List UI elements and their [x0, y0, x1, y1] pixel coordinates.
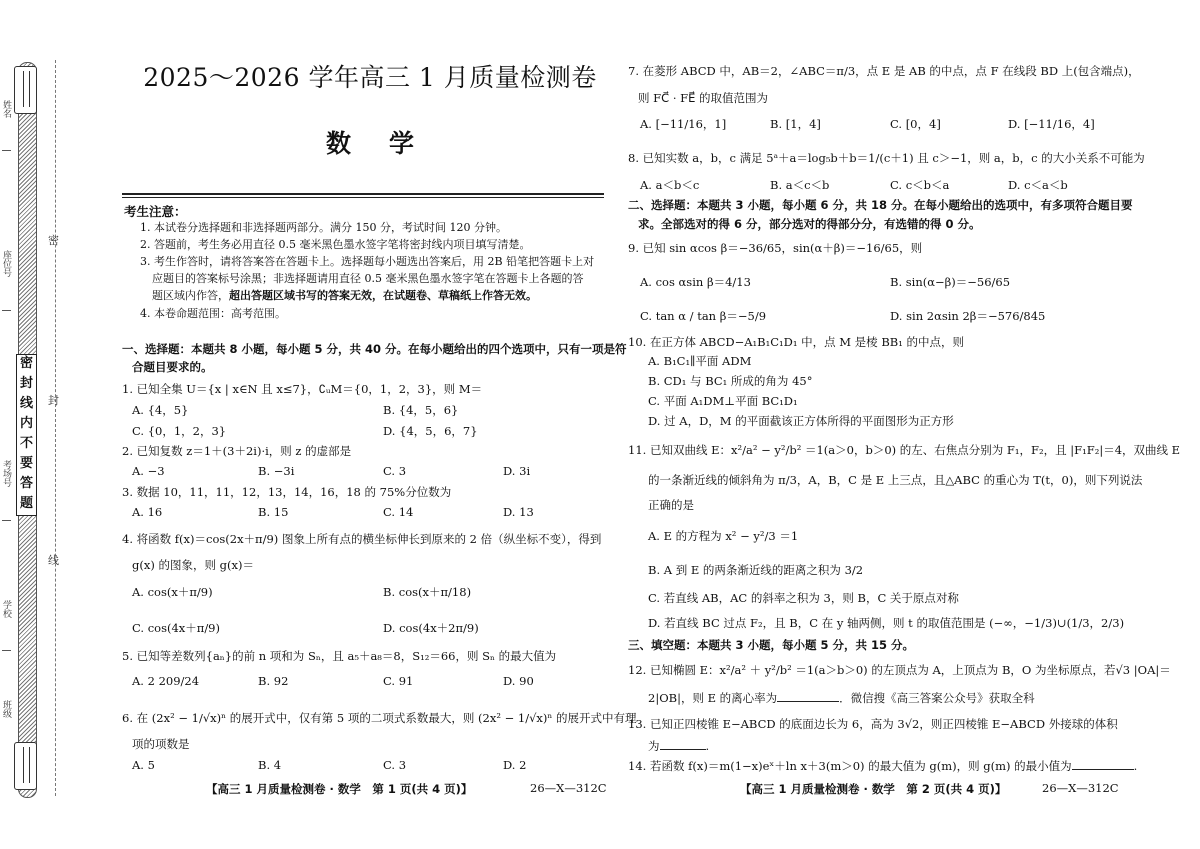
question-13-period: . — [705, 739, 710, 753]
question-9-option-d: D. sin 2αsin 2β＝−576/845 — [890, 309, 1046, 323]
question-1-option-a: A. {4，5} — [132, 403, 189, 417]
question-13-stem-cont — [648, 738, 709, 754]
question-7-option-d: D. [−11/16，4] — [1008, 117, 1095, 131]
question-7-option-b: B. [1，4] — [770, 117, 821, 131]
question-9-option-c: C. tan α / tan β＝−5/9 — [640, 309, 767, 323]
question-2-option-a: A. −3 — [132, 464, 165, 478]
question-6-option-a: A. 5 — [132, 758, 155, 772]
answer-blank[interactable] — [777, 690, 839, 702]
binding-strip — [12, 62, 40, 796]
question-7-stem-cont: 则 FC⃗ · FE⃗ 的取值范围为 — [638, 91, 769, 105]
question-2-option-b: B. −3i — [258, 464, 295, 478]
question-12-tail: ．微信搜《高三答案公众号》获取全科 — [839, 691, 1035, 705]
question-10-stem: 10. 在正方体 ABCD−A₁B₁C₁D₁ 中，点 M 是棱 BB₁ 的中点，则 — [628, 335, 965, 349]
question-3-option-d: D. 13 — [503, 505, 534, 519]
question-11-option-c: C. 若直线 AB，AC 的斜率之积为 3，则 B，C 关于原点对称 — [648, 591, 959, 605]
strip-char: 不 — [19, 436, 33, 451]
strip-char: 密 — [19, 356, 33, 371]
question-6-option-b: B. 4 — [258, 758, 282, 772]
binding-tag-bottom — [14, 742, 37, 790]
section-1-heading-cont: 合题目要求的。 — [132, 360, 213, 374]
question-4-stem-cont: g(x) 的图象，则 g(x)＝ — [132, 558, 254, 572]
question-9-option-b: B. sin(α−β)＝−56/65 — [890, 275, 1011, 289]
question-12-stem-cont-text: 2|OB|，则 E 的离心率为 — [648, 691, 778, 705]
fill-line — [2, 150, 11, 151]
question-1-stem: 1. 已知全集 U＝{x | x∈N 且 x≤7}，∁ᵤM＝{0，1，2，3}，则 M＝ — [122, 382, 483, 396]
question-1-option-b: B. {4，5，6} — [383, 403, 459, 417]
section-1-heading: 一、选择题：本题共 8 小题，每小题 5 分，共 40 分。在每小题给出的四个选项中，只有一项是符 — [122, 342, 627, 356]
notice-line: 2. 答题前，考生务必用直径 0.5 毫米黑色墨水签字笔将密封线内项目填写清楚。 — [140, 238, 531, 251]
answer-blank[interactable] — [1072, 758, 1134, 770]
question-4-option-a: A. cos(x＋π/9) — [132, 585, 213, 599]
strip-char: 要 — [19, 456, 33, 471]
question-4-option-c: C. cos(4x＋π/9) — [132, 621, 220, 635]
strip-char: 题 — [19, 496, 33, 511]
page-2-footer: 【高三 1 月质量检测卷 · 数学 第 2 页(共 4 页)】 — [740, 782, 1007, 796]
question-6-stem-cont: 项的项数是 — [132, 737, 190, 751]
question-9-stem: 9. 已知 sin αcos β＝−36/65，sin(α＋β)＝−16/65，则 — [628, 241, 923, 255]
notice-line: 1. 本试卷分选择题和非选择题两部分。满分 150 分，考试时间 120 分钟。 — [140, 221, 507, 234]
header-rule-thin — [122, 197, 604, 198]
question-1-option-d: D. {4，5，6，7} — [383, 424, 478, 438]
question-8-option-d: D. c＜a＜b — [1008, 178, 1068, 192]
fill-label-class: 班级 — [1, 700, 11, 718]
question-14-period: . — [1133, 759, 1138, 773]
fill-line — [2, 310, 11, 311]
notice-line-prefix: 题区域内作答， — [152, 289, 229, 302]
cut-char: 封 — [48, 394, 59, 407]
question-2-stem: 2. 已知复数 z＝1＋(3＋2i)·i，则 z 的虚部是 — [122, 444, 352, 458]
exam-subject: 数学 — [325, 129, 452, 158]
answer-blank[interactable] — [660, 738, 706, 750]
section-2-heading: 二、选择题：本题共 3 小题，每小题 6 分，共 18 分。在每小题给出的选项中，有多项符合题目要 — [628, 198, 1133, 212]
notice-line — [152, 288, 537, 303]
question-6-option-d: D. 2 — [503, 758, 527, 772]
question-11-stem-cont2: 正确的是 — [648, 498, 694, 512]
page-1-code: 26—X—312C — [530, 781, 607, 795]
question-5-option-a: A. 2 209/24 — [132, 674, 200, 688]
question-6-option-c: C. 3 — [383, 758, 407, 772]
header-rule — [122, 193, 604, 195]
question-1-option-c: C. {0，1，2，3} — [132, 424, 227, 438]
question-4-stem: 4. 将函数 f(x)＝cos(2x＋π/9) 图象上所有点的横坐标伸长到原来的 2 倍（纵坐标不变），得到 — [122, 532, 602, 546]
question-9-option-a: A. cos αsin β＝4/13 — [640, 275, 751, 289]
question-3-option-c: C. 14 — [383, 505, 414, 519]
question-4-option-b: B. cos(x＋π/18) — [383, 585, 472, 599]
strip-char: 答 — [19, 476, 33, 491]
strip-char: 内 — [19, 416, 33, 431]
section-2-heading-cont: 求。全部选对的得 6 分，部分选对的得部分分，有选错的得 0 分。 — [638, 217, 981, 231]
question-7-option-a: A. [−11/16，1] — [640, 117, 727, 131]
question-3-stem: 3. 数据 10，11，11，12，13，14，16，18 的 75%分位数为 — [122, 485, 452, 499]
question-4-option-d: D. cos(4x＋2π/9) — [383, 621, 479, 635]
question-7-option-c: C. [0，4] — [890, 117, 941, 131]
question-14-stem — [628, 758, 1137, 774]
question-5-option-d: D. 90 — [503, 674, 534, 688]
fill-label-name: 姓名 — [1, 100, 11, 118]
notice-line: 4. 本卷命题范围：高考范围。 — [140, 307, 286, 320]
question-5-option-b: B. 92 — [258, 674, 289, 688]
question-8-option-a: A. a＜b＜c — [640, 178, 700, 192]
question-11-option-a: A. E 的方程为 x² − y²/3 ＝1 — [648, 529, 799, 543]
notice-line: 3. 考生作答时，请将答案答在答题卡上。选择题每小题选出答案后，用 2B 铅笔把答题卡上对 — [140, 255, 595, 268]
question-7-stem: 7. 在菱形 ABCD 中，AB＝2，∠ABC＝π/3，点 E 是 AB 的中点，点 F 在线段 BD 上(包含端点)， — [628, 64, 1140, 78]
question-10-option-a: A. B₁C₁∥平面 ADM — [648, 354, 752, 368]
strip-char: 封 — [19, 376, 33, 391]
exam-title: 2025～2026 学年高三 1 月质量检测卷 — [143, 63, 597, 92]
question-11-option-b: B. A 到 E 的两条渐近线的距离之积为 3/2 — [648, 563, 864, 577]
page-1-footer: 【高三 1 月质量检测卷 · 数学 第 1 页(共 4 页)】 — [206, 782, 473, 796]
question-13-stem: 13. 已知正四棱锥 E−ABCD 的底面边长为 6，高为 3√2，则正四棱锥 E−ABCD 外接球的体积 — [628, 717, 1118, 731]
binding-tag-top — [14, 66, 37, 114]
fill-label-seat: 座位号 — [1, 250, 11, 277]
fill-label-school: 学校 — [1, 600, 11, 618]
question-11-stem: 11. 已知双曲线 E：x²/a² − y²/b² ＝1(a＞0，b＞0) 的左、右焦点分别为 F₁，F₂，且 |F₁F₂|＝4，双曲线 E — [628, 443, 1181, 457]
question-2-option-c: C. 3 — [383, 464, 407, 478]
question-12-stem-cont — [648, 690, 1035, 706]
question-14-stem-text: 14. 若函数 f(x)＝m(1−x)eˣ＋ln x＋3(m＞0) 的最大值为 g(m)，则 g(m) 的最小值为 — [628, 759, 1072, 773]
fill-line — [2, 650, 11, 651]
fill-line — [2, 520, 11, 521]
question-5-stem: 5. 已知等差数列{aₙ}的前 n 项和为 Sₙ，且 a₅＋a₈＝8，S₁₂＝66，则 Sₙ 的最大值为 — [122, 649, 557, 663]
notice-warning: 超出答题区域书写的答案无效，在试题卷、草稿纸上作答无效。 — [229, 289, 537, 302]
question-13-stem-cont-text: 为 — [648, 739, 660, 753]
question-3-option-b: B. 15 — [258, 505, 289, 519]
question-10-option-c: C. 平面 A₁DM⊥平面 BC₁D₁ — [648, 394, 798, 408]
fill-label-room: 考场号 — [1, 460, 11, 487]
cut-char: 线 — [48, 554, 59, 567]
question-8-option-c: C. c＜b＜a — [890, 178, 950, 192]
question-8-stem: 8. 已知实数 a，b，c 满足 5ᵃ＋a＝log₅b＋b＝1/(c＋1) 且 c＞−1，则 a，b，c 的大小关系不可能为 — [628, 151, 1145, 165]
section-3-heading: 三、填空题：本题共 3 小题，每小题 5 分，共 15 分。 — [628, 638, 915, 652]
question-2-option-d: D. 3i — [503, 464, 531, 478]
question-11-stem-cont: 的一条渐近线的倾斜角为 π/3，A，B，C 是 E 上三点，且△ABC 的重心为 T(t，0)，则下列说法 — [648, 473, 1143, 487]
cut-line — [55, 60, 56, 796]
page-2-code: 26—X—312C — [1042, 781, 1119, 795]
question-12-stem: 12. 已知椭圆 E：x²/a² ＋ y²/b² ＝1(a＞b＞0) 的左顶点为 A，上顶点为 B，O 为坐标原点，若√3 |OA|＝ — [628, 663, 1171, 677]
question-10-option-b: B. CD₁ 与 BC₁ 所成的角为 45° — [648, 374, 813, 388]
question-3-option-a: A. 16 — [132, 505, 163, 519]
question-5-option-c: C. 91 — [383, 674, 414, 688]
question-11-option-d: D. 若直线 BC 过点 F₂，且 B，C 在 y 轴两侧，则 t 的取值范围是 (−∞，−1/3)∪(1/3，2/3) — [648, 616, 1125, 630]
cut-char: 密 — [48, 234, 59, 247]
strip-char: 线 — [19, 396, 33, 411]
question-8-option-b: B. a＜c＜b — [770, 178, 830, 192]
notice-line: 应题目的答案标号涂黑；非选择题请用直径 0.5 毫米黑色墨水签字笔在答题卡上各题的答 — [152, 272, 584, 285]
question-10-option-d: D. 过 A，D，M 的平面截该正方体所得的平面图形为正方形 — [648, 414, 954, 428]
notice-title: 考生注意： — [124, 204, 187, 219]
question-6-stem: 6. 在 (2x² − 1/√x)ⁿ 的展开式中，仅有第 5 项的二项式系数最大，则 (2x² − 1/√x)ⁿ 的展开式中有理 — [122, 711, 637, 725]
sealed-line-notice — [16, 354, 37, 516]
